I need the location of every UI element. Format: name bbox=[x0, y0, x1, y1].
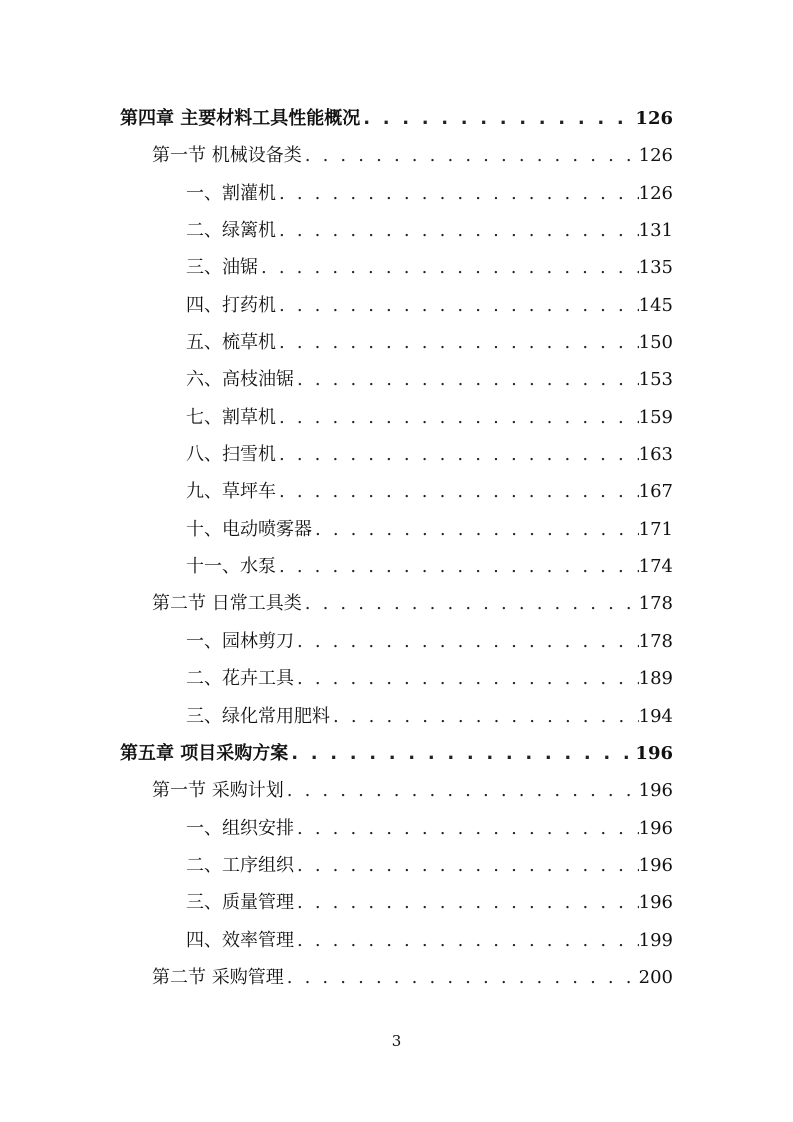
toc-entry[interactable] bbox=[120, 436, 673, 473]
toc-entry-title: 第四章 主要材料工具性能概况 bbox=[120, 108, 361, 129]
toc-entry-page: 178 bbox=[638, 630, 673, 652]
toc-entry-title: 三、油锯 bbox=[186, 257, 258, 279]
toc-leader-dots bbox=[294, 922, 639, 959]
toc-entry-title: 一、割灌机 bbox=[186, 182, 276, 204]
page-number: 3 bbox=[391, 1032, 402, 1050]
toc-entry-page: 174 bbox=[638, 556, 673, 578]
toc-entry-page: 200 bbox=[638, 966, 673, 988]
toc-entry-title: 一、组织安排 bbox=[186, 817, 294, 839]
toc-leader-dots bbox=[288, 735, 635, 772]
toc-entry-page: 153 bbox=[638, 369, 673, 391]
toc-entry-title: 九、草坪车 bbox=[186, 481, 276, 503]
toc-leader-dots bbox=[294, 660, 639, 697]
toc-leader-dots bbox=[294, 810, 639, 847]
toc-entry[interactable] bbox=[120, 399, 673, 436]
toc-entry-title: 四、效率管理 bbox=[186, 929, 294, 951]
toc-leader-dots bbox=[276, 212, 639, 249]
toc-leader-dots bbox=[302, 585, 639, 622]
toc-entry-page: 126 bbox=[635, 108, 673, 129]
toc-entry-title: 三、绿化常用肥料 bbox=[186, 705, 330, 727]
toc-entry-page: 199 bbox=[638, 929, 673, 951]
toc-entry[interactable] bbox=[120, 287, 673, 324]
toc-entry[interactable] bbox=[120, 735, 673, 772]
toc-leader-dots bbox=[276, 287, 639, 324]
toc-entry[interactable] bbox=[120, 585, 673, 622]
toc-entry[interactable] bbox=[120, 772, 673, 809]
toc-entry[interactable] bbox=[120, 660, 673, 697]
toc-entry-title: 四、打药机 bbox=[186, 294, 276, 316]
toc-entry-title: 三、质量管理 bbox=[186, 892, 294, 914]
toc-entry-title: 八、扫雪机 bbox=[186, 444, 276, 466]
toc-entry-title: 第一节 机械设备类 bbox=[152, 145, 302, 167]
toc-leader-dots bbox=[284, 772, 639, 809]
toc-entry[interactable] bbox=[120, 473, 673, 510]
toc-entry[interactable] bbox=[120, 137, 673, 174]
toc-entry[interactable] bbox=[120, 884, 673, 921]
toc-leader-dots bbox=[312, 511, 639, 548]
toc-entry-title: 第一节 采购计划 bbox=[152, 780, 284, 802]
toc-entry-page: 171 bbox=[638, 518, 673, 540]
toc-leader-dots bbox=[276, 399, 639, 436]
toc-entry-page: 163 bbox=[638, 444, 673, 466]
toc-entry-page: 126 bbox=[638, 145, 673, 167]
toc-entry[interactable] bbox=[120, 959, 673, 996]
toc-entry-title: 二、花卉工具 bbox=[186, 668, 294, 690]
toc-entry-title: 第五章 项目采购方案 bbox=[120, 742, 289, 764]
toc-leader-dots bbox=[294, 361, 639, 398]
toc-entry-page: 196 bbox=[635, 742, 673, 764]
toc-leader-dots bbox=[302, 137, 639, 174]
toc-leader-dots bbox=[276, 436, 639, 473]
toc-entry[interactable] bbox=[120, 100, 673, 137]
toc-entry-page: 159 bbox=[638, 406, 673, 428]
toc-entry-page: 196 bbox=[638, 892, 673, 914]
toc-entry[interactable] bbox=[120, 249, 673, 286]
toc-entry[interactable] bbox=[120, 810, 673, 847]
toc-entry-title: 十、电动喷雾器 bbox=[186, 518, 312, 540]
toc-entry-title: 二、工序组织 bbox=[186, 854, 294, 876]
toc-entry-page: 150 bbox=[638, 332, 673, 354]
toc-entry-title: 二、绿篱机 bbox=[186, 220, 276, 242]
toc-entry[interactable] bbox=[120, 698, 673, 735]
toc-entry[interactable] bbox=[120, 175, 673, 212]
toc-entry-page: 131 bbox=[638, 220, 673, 242]
toc-entry-page: 189 bbox=[638, 668, 673, 690]
toc-entry-page: 126 bbox=[638, 182, 673, 204]
toc-leader-dots bbox=[360, 100, 635, 137]
toc-entry-page: 167 bbox=[638, 481, 673, 503]
toc-entry-page: 135 bbox=[638, 257, 673, 279]
toc-entry-title: 七、割草机 bbox=[186, 406, 276, 428]
table-of-contents bbox=[120, 100, 673, 996]
toc-entry[interactable] bbox=[120, 847, 673, 884]
toc-entry-title: 六、高枝油锯 bbox=[186, 369, 294, 391]
toc-entry-title: 一、园林剪刀 bbox=[186, 630, 294, 652]
toc-entry[interactable] bbox=[120, 511, 673, 548]
toc-entry[interactable] bbox=[120, 361, 673, 398]
toc-entry-page: 178 bbox=[638, 593, 673, 615]
toc-leader-dots bbox=[294, 884, 639, 921]
toc-entry[interactable] bbox=[120, 212, 673, 249]
toc-entry-page: 145 bbox=[638, 294, 673, 316]
toc-entry[interactable] bbox=[120, 623, 673, 660]
toc-entry-title: 第二节 采购管理 bbox=[152, 966, 284, 988]
toc-entry[interactable] bbox=[120, 324, 673, 361]
toc-leader-dots bbox=[294, 623, 639, 660]
toc-leader-dots bbox=[276, 175, 639, 212]
toc-entry[interactable] bbox=[120, 922, 673, 959]
toc-entry-page: 196 bbox=[638, 780, 673, 802]
toc-entry-page: 196 bbox=[638, 854, 673, 876]
toc-entry-page: 196 bbox=[638, 817, 673, 839]
toc-entry-title: 五、梳草机 bbox=[186, 332, 276, 354]
toc-leader-dots bbox=[276, 473, 639, 510]
toc-leader-dots bbox=[276, 324, 639, 361]
toc-entry-page: 194 bbox=[638, 705, 673, 727]
toc-leader-dots bbox=[330, 698, 639, 735]
toc-entry-title: 第二节 日常工具类 bbox=[152, 593, 302, 615]
toc-leader-dots bbox=[276, 548, 639, 585]
toc-leader-dots bbox=[258, 249, 639, 286]
toc-leader-dots bbox=[284, 959, 639, 996]
toc-entry[interactable] bbox=[120, 548, 673, 585]
toc-entry-title: 十一、水泵 bbox=[186, 556, 276, 578]
toc-leader-dots bbox=[294, 847, 639, 884]
